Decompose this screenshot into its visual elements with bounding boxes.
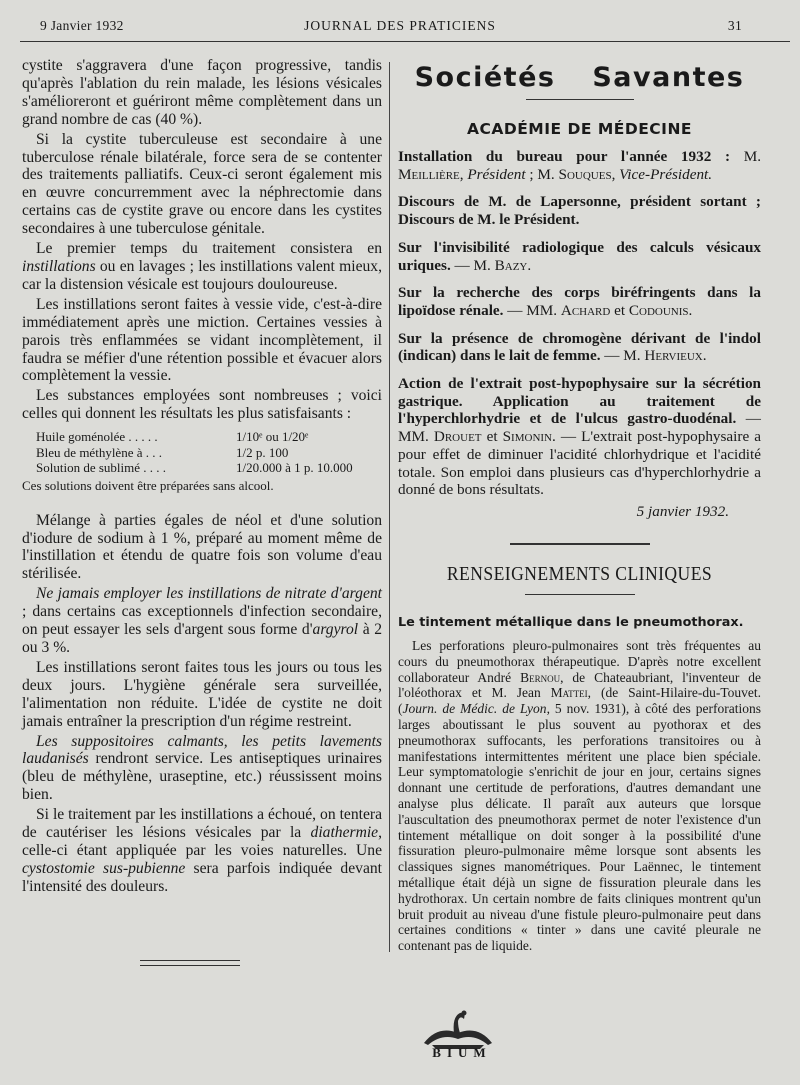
paragraph: Si le traitement par les instillations a échoué, on tentera de cautériser les lésions vésicales par la diathermie, celle-ci étant appliquée par les voies naturelles. Une cystostomie sus-pubienne sera parfois indiquée devant l'intensité des douleurs. <box>22 806 382 895</box>
end-rule <box>140 960 240 966</box>
dateline: 5 janvier 1932. <box>636 502 729 520</box>
section-title: Sociétés Savantes <box>414 62 745 93</box>
table-row: Solution de sublimé . . . . 1/20.000 à 1 p. 10.000 <box>36 460 353 476</box>
header-rule <box>20 41 790 42</box>
paragraph: Mélange à parties égales de néol et d'une solution d'iodure de sodium à 1 %, préparé au moment même de l'instillation et étendu de quatre fois son volume d'eau stérilisée. <box>22 511 382 583</box>
session-entry: Action de l'extrait post-hypophysaire sur la sécrétion gastrique. Application au traitement de l'hyperchlorhydrie et de l'ulcus gastro-duodénal. — MM. Drouet et Simonin. — L'extrait post-hypophysaire a pour effet de diminuer l'acidité chlorhydrique et l'acidité totale. Son emploi dans plusieurs cas d'hyperchlorhydrie a donné de bons résultats. <box>398 375 762 499</box>
article-title: Le tintement métallique dans le pneumothorax. <box>398 614 744 630</box>
paragraph: Les substances employées sont nombreuses ; voici celles qui donnent les résultats les plus satisfaisants : <box>22 387 382 423</box>
article-body: Les perforations pleuro-pulmonaires sont très fréquentes au cours du pneumothorax thérapeutique. D'après notre excellent collaborateur André Bernou, de Chateaubriant, l'inventeur de l'oléothorax et M. Jean Mattei, (de Saint-Hilaire-du-Touvet. (Journ. de Médic. de Lyon, 5 nov. 1931), à côté des perforations larges aboutissant le plus souvent au pyothorax et des pneumothorax suffocants, les perforations transitoires ou à manifestations intermittentes méritent une place bien spéciale. Leur symptomatologie s'enrichit de jour en jour, certains signes donnant une certitude de perforations, d'autres demandant une analyse plus délicate. Il paraît aux auteurs que lorsque l'auscultation des pneumothorax permet de noter l'existence d'un tintement métallique on doit songer à la possibilité d'une fissuration pleuro-pulmonaire même lorsque sont absents les classiques signes manométriques. Pour Laënnec, le tintement métallique était déjà un signe de fissuration pleurale dans les hydrothorax. Un certain nombre de faits cliniques montrent qu'un bruit produit au niveau d'une fistule pleuro-pulmonaire peut dans certaines conditions « tinter » dans une cavité pleurale ne contenant pas de liquide. <box>398 637 761 954</box>
section-title-renseignements: RENSEIGNEMENTS CLINIQUES <box>446 562 713 585</box>
column-divider <box>389 62 390 952</box>
section-rule <box>510 543 650 545</box>
paragraph: Ne jamais employer les instillations de nitrate d'argent ; dans certains cas exceptionnels d'infection secondaire, on peut essayer les sels d'argent sous forme d'argyrol à 2 ou 3 %. <box>22 585 383 656</box>
paragraph: Les instillations seront faites tous les jours ou tous les deux jours. L'hygiène générale sera surveillée, l'alimentation non réduite. L'idée de cystite ne doit jamais entraîner la prescription d'un régime restreint. <box>22 658 382 730</box>
academy-heading: ACADÉMIE DE MÉDECINE <box>466 120 693 138</box>
paragraph: Si la cystite tuberculeuse est secondaire à une tuberculose rénale bilatérale, force sera de se contenter des traitements palliatifs. Ceux-ci seront également mis en œuvre concurremment avec la néphrectomie dans certains cas de cystite grave ou encore dans les cystites secondaires à une tuberculose génitale. <box>22 130 382 238</box>
paragraph: Le premier temps du traitement consistera en instillations ou en lavages ; les instillations valent mieux, car la distension vésicale est toujours douloureuse. <box>22 240 382 293</box>
title-rule <box>526 99 634 100</box>
right-column <box>398 60 761 967</box>
table-row: Huile goménolée . . . . . 1/10ᵉ ou 1/20ᵉ <box>36 429 309 445</box>
title-rule <box>525 594 635 595</box>
left-column <box>22 57 382 896</box>
session-entry: Sur la présence de chromogène dérivant de l'indol (indican) dans le lait de femme. — M. Hervieux. <box>398 329 761 365</box>
table-row: Bleu de méthylène à . . . 1/2 p. 100 <box>36 444 289 460</box>
header-date: 9 Janvier 1932 <box>40 18 124 33</box>
session-entry: Sur l'invisibilité radiologique des calculs vésicaux uriques. — M. Bazy. <box>398 238 761 274</box>
dosage-table <box>22 429 353 476</box>
page-number: 31 <box>727 18 742 33</box>
journal-title: JOURNAL DES PRATICIENS <box>304 18 496 33</box>
session-entry: Discours de M. de Lapersonne, président sortant ; Discours de M. le Président. <box>398 193 761 229</box>
paragraph: Les suppositoires calmants, les petits lavements laudanisés rendront service. Les antiseptiques urinaires (bleu de méthylène, uraseptine, etc.) réussissent moins bien. <box>22 732 382 804</box>
session-entry: Installation du bureau pour l'année 1932 : M. Meillière, Président ; M. Souques, Vice-Président. <box>398 148 761 183</box>
session-entry: Sur la recherche des corps biréfringents dans la lipoïdose rénale. — MM. Achard et Codounis. <box>398 284 761 319</box>
table-note: Ces solutions doivent être préparées sans alcool. <box>22 477 274 493</box>
page-header <box>0 14 800 36</box>
paragraph: Les instillations seront faites à vessie vide, c'est-à-dire immédiatement après une miction. Certaines vessies à parois très enflammées se vidant incomplètement, il faudra se méfier d'une rétention possible et évacuer alors complètement la vessie. <box>22 295 382 385</box>
bium-text: BIUM <box>432 1045 492 1060</box>
paragraph: cystite s'aggravera d'une façon progressive, tandis qu'après l'ablation du rein malade, les lésions vésicales s'amélioreront et guériront même complètement dans un grand nombre de cas (40 %). <box>22 57 382 128</box>
